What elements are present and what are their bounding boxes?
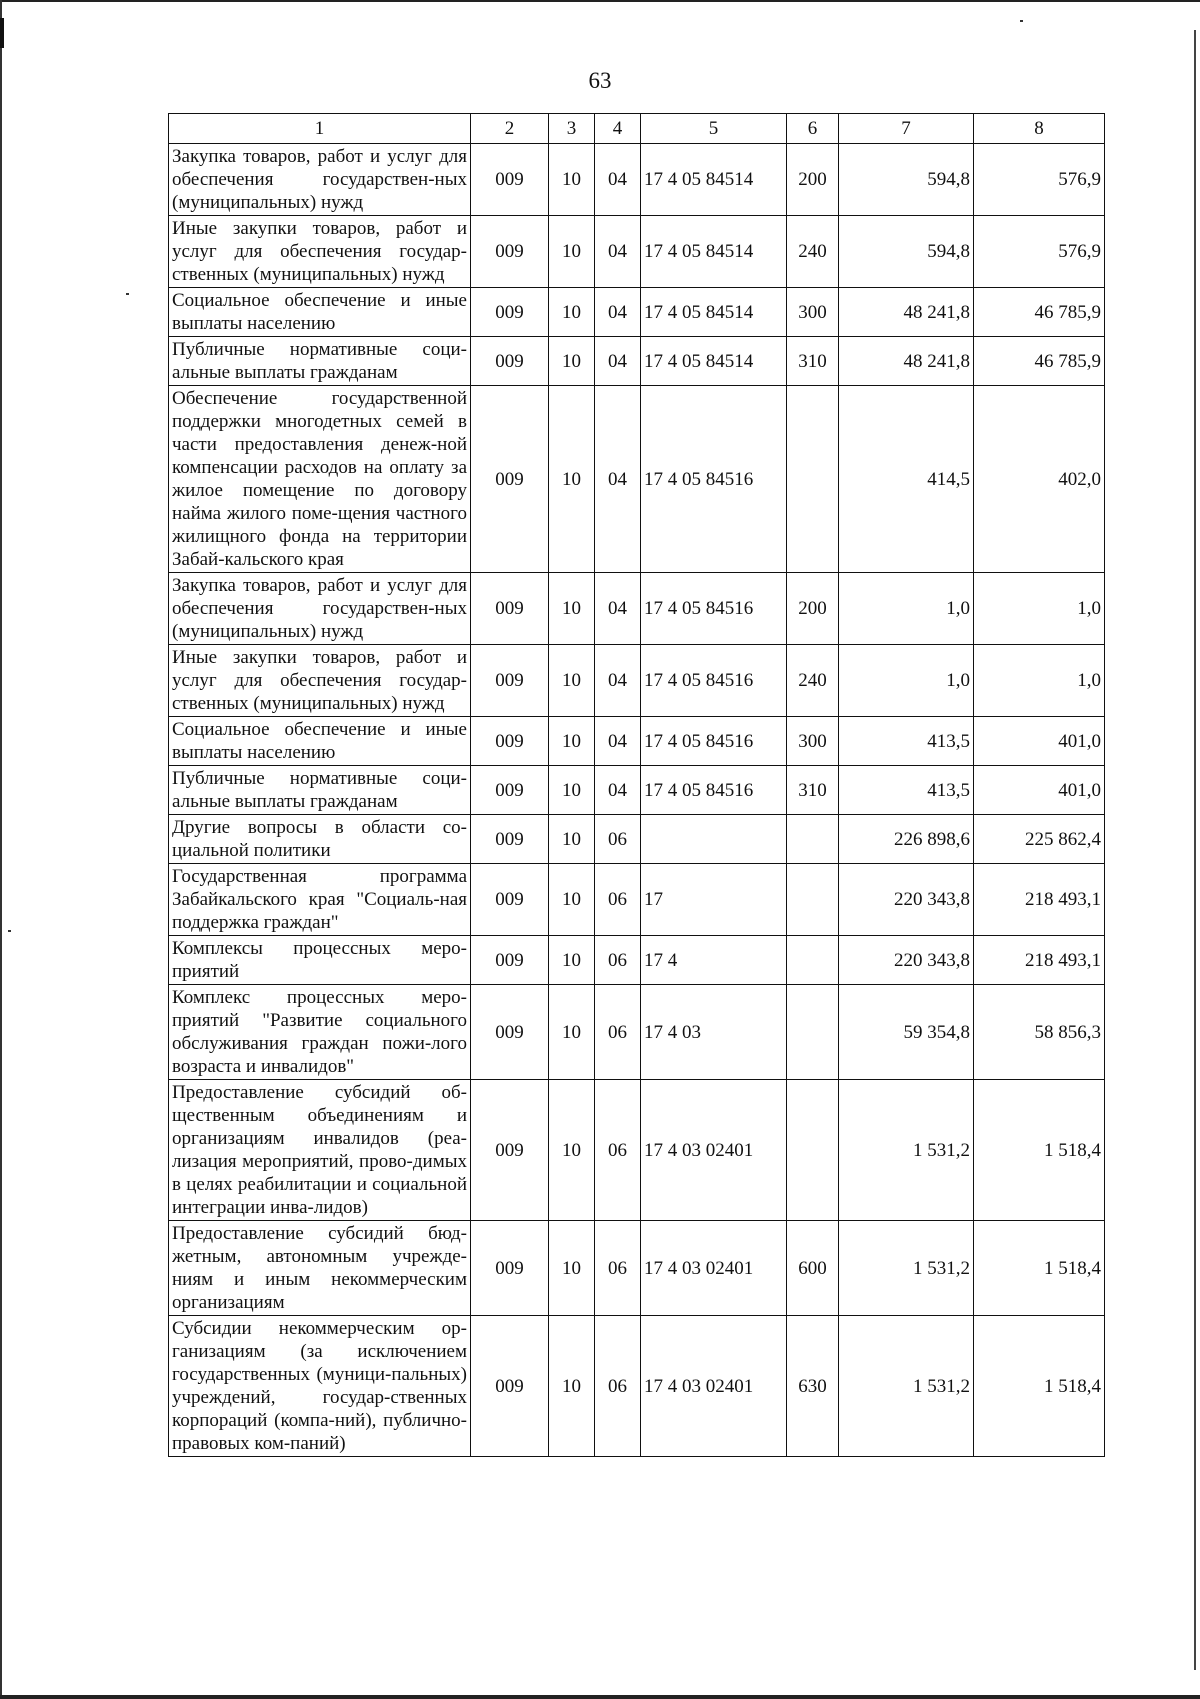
table-row (169, 1221, 1105, 1316)
section-code: 10 (549, 1316, 595, 1457)
subsection-code: 04 (595, 288, 641, 337)
ministry-code: 009 (471, 717, 549, 766)
amount-col8: 1 518,4 (974, 1221, 1105, 1316)
amount-col7: 48 241,8 (839, 337, 974, 386)
scan-speck (8, 930, 11, 932)
expense-type-code: 630 (787, 1316, 839, 1457)
header-row (169, 114, 1105, 144)
amount-col7: 594,8 (839, 216, 974, 288)
ministry-code: 009 (471, 386, 549, 573)
column-header: 1 (169, 114, 471, 144)
scan-speck (126, 293, 129, 295)
ministry-code: 009 (471, 936, 549, 985)
target-article-code: 17 4 05 84516 (641, 386, 787, 573)
expense-type-code (787, 985, 839, 1080)
column-header: 6 (787, 114, 839, 144)
section-code: 10 (549, 386, 595, 573)
table-row (169, 717, 1105, 766)
expense-name: Комплексы процессных меро-приятий (169, 936, 471, 985)
ministry-code: 009 (471, 766, 549, 815)
amount-col8: 46 785,9 (974, 337, 1105, 386)
amount-col7: 220 343,8 (839, 864, 974, 936)
expense-type-code: 300 (787, 288, 839, 337)
section-code: 10 (549, 766, 595, 815)
amount-col7: 1,0 (839, 645, 974, 717)
ministry-code: 009 (471, 645, 549, 717)
section-code: 10 (549, 144, 595, 216)
ministry-code: 009 (471, 864, 549, 936)
section-code: 10 (549, 1221, 595, 1316)
budget-table (168, 113, 1105, 1457)
amount-col8: 401,0 (974, 766, 1105, 815)
table-row (169, 815, 1105, 864)
target-article-code: 17 4 05 84516 (641, 766, 787, 815)
amount-col7: 1,0 (839, 573, 974, 645)
amount-col8: 58 856,3 (974, 985, 1105, 1080)
expense-name: Комплекс процессных меро-приятий "Развитие социального обслуживания граждан пожи-лого возраста и инвалидов" (169, 985, 471, 1080)
scan-edge-left (0, 0, 2, 1699)
expense-type-code: 200 (787, 573, 839, 645)
subsection-code: 04 (595, 144, 641, 216)
subsection-code: 04 (595, 386, 641, 573)
ministry-code: 009 (471, 288, 549, 337)
amount-col8: 1 518,4 (974, 1316, 1105, 1457)
amount-col7: 413,5 (839, 717, 974, 766)
amount-col8: 576,9 (974, 216, 1105, 288)
target-article-code (641, 815, 787, 864)
table-row (169, 1080, 1105, 1221)
table-row (169, 216, 1105, 288)
scan-edge-bottom (0, 1695, 1200, 1699)
target-article-code: 17 4 05 84516 (641, 573, 787, 645)
expense-name: Публичные нормативные соци-альные выплаты гражданам (169, 766, 471, 815)
expense-type-code (787, 864, 839, 936)
subsection-code: 06 (595, 815, 641, 864)
amount-col8: 1,0 (974, 645, 1105, 717)
ministry-code: 009 (471, 573, 549, 645)
table-row (169, 766, 1105, 815)
expense-name: Публичные нормативные соци-альные выплаты гражданам (169, 337, 471, 386)
ministry-code: 009 (471, 815, 549, 864)
target-article-code: 17 4 03 02401 (641, 1316, 787, 1457)
section-code: 10 (549, 864, 595, 936)
amount-col7: 220 343,8 (839, 936, 974, 985)
table-row (169, 337, 1105, 386)
expense-name: Субсидии некоммерческим ор-ганизациям (за исключением государственных (муници-пальных) учреждений, государ-ственных корпораций (компа-ний), публично-правовых ком-паний) (169, 1316, 471, 1457)
ministry-code: 009 (471, 985, 549, 1080)
column-header: 4 (595, 114, 641, 144)
ministry-code: 009 (471, 1316, 549, 1457)
table-row (169, 985, 1105, 1080)
table-row (169, 864, 1105, 936)
ministry-code: 009 (471, 1221, 549, 1316)
subsection-code: 04 (595, 573, 641, 645)
amount-col7: 1 531,2 (839, 1316, 974, 1457)
section-code: 10 (549, 645, 595, 717)
target-article-code: 17 4 05 84514 (641, 288, 787, 337)
target-article-code: 17 4 (641, 936, 787, 985)
amount-col7: 226 898,6 (839, 815, 974, 864)
section-code: 10 (549, 216, 595, 288)
ministry-code: 009 (471, 216, 549, 288)
expense-type-code (787, 1080, 839, 1221)
amount-col8: 1,0 (974, 573, 1105, 645)
expense-name: Предоставление субсидий бюд-жетным, автономным учрежде-ниям и иным некоммерческим организациям (169, 1221, 471, 1316)
subsection-code: 04 (595, 645, 641, 717)
section-code: 10 (549, 337, 595, 386)
amount-col8: 576,9 (974, 144, 1105, 216)
subsection-code: 06 (595, 1316, 641, 1457)
expense-type-code: 240 (787, 216, 839, 288)
table-row (169, 936, 1105, 985)
scan-edge-top (0, 0, 1200, 2)
target-article-code: 17 4 03 02401 (641, 1080, 787, 1221)
section-code: 10 (549, 936, 595, 985)
target-article-code: 17 4 03 (641, 985, 787, 1080)
expense-name: Другие вопросы в области со-циальной политики (169, 815, 471, 864)
scan-mark (0, 18, 4, 48)
subsection-code: 06 (595, 864, 641, 936)
target-article-code: 17 4 05 84516 (641, 717, 787, 766)
target-article-code: 17 4 05 84514 (641, 216, 787, 288)
expense-type-code (787, 936, 839, 985)
column-header: 3 (549, 114, 595, 144)
target-article-code: 17 4 05 84514 (641, 144, 787, 216)
expense-type-code: 240 (787, 645, 839, 717)
table-row (169, 288, 1105, 337)
expense-name: Предоставление субсидий об-щественным объединениям и организациям инвалидов (реа-лизация мероприятий, прово-димых в целях реабилитации и социальной интеграции инва-лидов) (169, 1080, 471, 1221)
amount-col8: 401,0 (974, 717, 1105, 766)
section-code: 10 (549, 573, 595, 645)
subsection-code: 04 (595, 717, 641, 766)
expense-name: Государственная программа Забайкальского края "Социаль-ная поддержка граждан" (169, 864, 471, 936)
subsection-code: 06 (595, 1221, 641, 1316)
table-row (169, 573, 1105, 645)
target-article-code: 17 4 03 02401 (641, 1221, 787, 1316)
ministry-code: 009 (471, 337, 549, 386)
expense-name: Закупка товаров, работ и услуг для обеспечения государствен-ных (муниципальных) нужд (169, 573, 471, 645)
amount-col7: 1 531,2 (839, 1080, 974, 1221)
section-code: 10 (549, 288, 595, 337)
amount-col7: 59 354,8 (839, 985, 974, 1080)
table-row (169, 645, 1105, 717)
column-header: 7 (839, 114, 974, 144)
page-number: 63 (588, 68, 612, 93)
subsection-code: 04 (595, 216, 641, 288)
subsection-code: 06 (595, 1080, 641, 1221)
expense-name: Закупка товаров, работ и услуг для обеспечения государствен-ных (муниципальных) нужд (169, 144, 471, 216)
expense-type-code: 300 (787, 717, 839, 766)
section-code: 10 (549, 717, 595, 766)
expense-type-code: 600 (787, 1221, 839, 1316)
subsection-code: 04 (595, 337, 641, 386)
expense-type-code: 310 (787, 337, 839, 386)
expense-name: Социальное обеспечение и иные выплаты населению (169, 717, 471, 766)
section-code: 10 (549, 985, 595, 1080)
column-header: 8 (974, 114, 1105, 144)
section-code: 10 (549, 815, 595, 864)
amount-col8: 225 862,4 (974, 815, 1105, 864)
target-article-code: 17 4 05 84514 (641, 337, 787, 386)
expense-type-code (787, 386, 839, 573)
expense-name: Иные закупки товаров, работ и услуг для обеспечения государ-ственных (муниципальных) нужд (169, 645, 471, 717)
table-row (169, 144, 1105, 216)
expense-name: Социальное обеспечение и иные выплаты населению (169, 288, 471, 337)
expense-type-code (787, 815, 839, 864)
subsection-code: 04 (595, 766, 641, 815)
subsection-code: 06 (595, 985, 641, 1080)
scan-speck (1020, 20, 1023, 22)
amount-col8: 218 493,1 (974, 936, 1105, 985)
ministry-code: 009 (471, 144, 549, 216)
section-code: 10 (549, 1080, 595, 1221)
expense-type-code: 310 (787, 766, 839, 815)
table-row (169, 386, 1105, 573)
amount-col8: 46 785,9 (974, 288, 1105, 337)
subsection-code: 06 (595, 936, 641, 985)
amount-col7: 1 531,2 (839, 1221, 974, 1316)
amount-col7: 594,8 (839, 144, 974, 216)
amount-col7: 48 241,8 (839, 288, 974, 337)
expense-name: Иные закупки товаров, работ и услуг для обеспечения государ-ственных (муниципальных) нужд (169, 216, 471, 288)
column-header: 5 (641, 114, 787, 144)
amount-col8: 1 518,4 (974, 1080, 1105, 1221)
ministry-code: 009 (471, 1080, 549, 1221)
expense-name: Обеспечение государственной поддержки многодетных семей в части предоставления денеж-ной компенсации расходов на оплату за жилое помещение по договору найма жилого поме-щения частного жилищного фонда на территории Забай-кальского края (169, 386, 471, 573)
column-header: 2 (471, 114, 549, 144)
scan-edge-right (1194, 30, 1196, 1670)
amount-col7: 414,5 (839, 386, 974, 573)
target-article-code: 17 4 05 84516 (641, 645, 787, 717)
amount-col8: 218 493,1 (974, 864, 1105, 936)
amount-col7: 413,5 (839, 766, 974, 815)
amount-col8: 402,0 (974, 386, 1105, 573)
target-article-code: 17 (641, 864, 787, 936)
table-row (169, 1316, 1105, 1457)
expense-type-code: 200 (787, 144, 839, 216)
